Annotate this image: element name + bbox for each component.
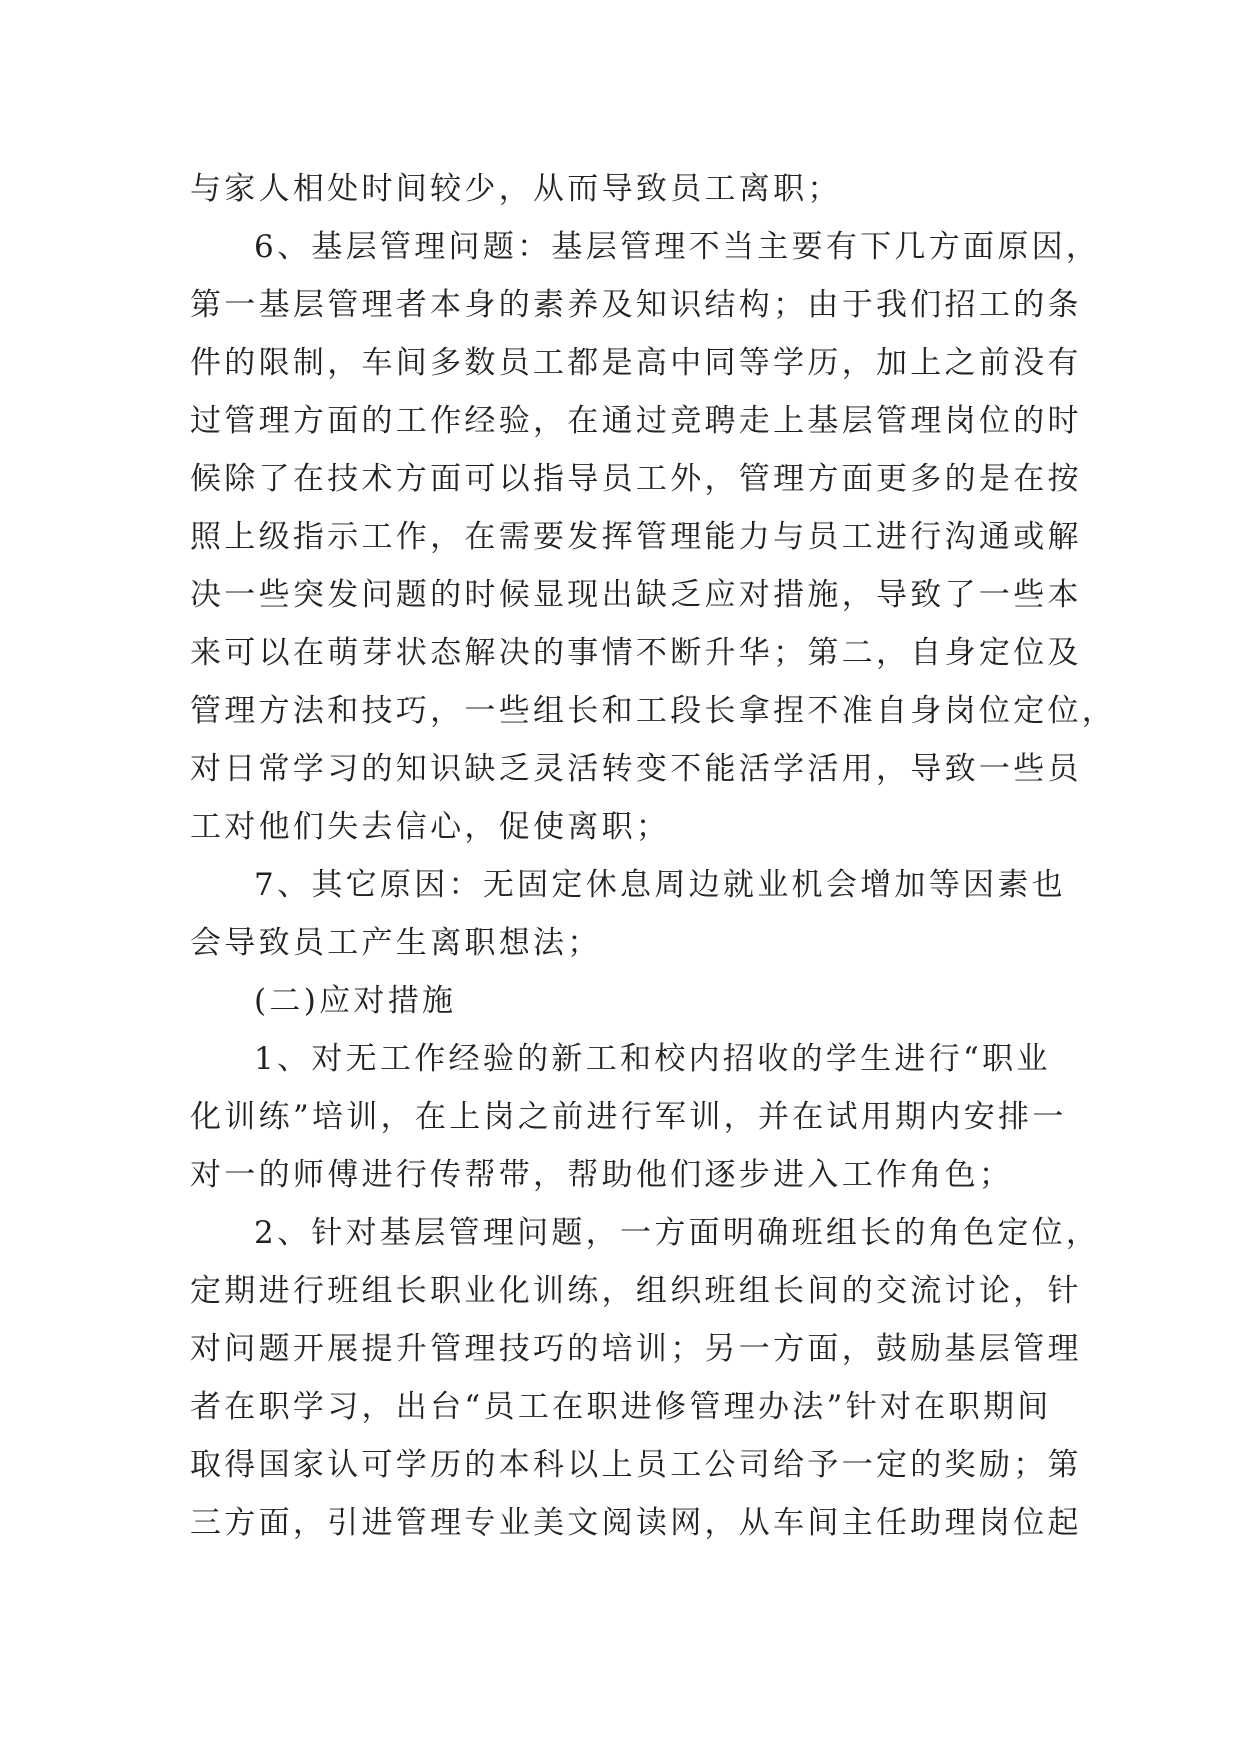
text-line: 者在职学习，出台“员工在职进修管理办法”针对在职期间 xyxy=(190,1389,1052,1425)
text-line: 与家人相处时间较少，从而导致员工离职； xyxy=(190,171,842,207)
text-line: 2、针对基层管理问题，一方面明确班组长的角色定位， xyxy=(254,1215,1101,1251)
text-line: 工对他们失去信心，促使离职； xyxy=(190,809,671,845)
text-line: 决一些突发问题的时候显现出缺乏应对措施，导致了一些本 xyxy=(190,577,1082,613)
text-line: 取得国家认可学历的本科以上员工公司给予一定的奖励；第 xyxy=(190,1447,1082,1483)
text-line: 过管理方面的工作经验，在通过竞聘走上基层管理岗位的时 xyxy=(190,403,1082,439)
text-line: 对日常学习的知识缺乏灵活转变不能活学活用，导致一些员 xyxy=(190,751,1082,787)
text-line: 第一基层管理者本身的素养及知识结构；由于我们招工的条 xyxy=(190,287,1082,323)
text-line: 来可以在萌芽状态解决的事情不断升华；第二，自身定位及 xyxy=(190,635,1082,671)
text-line: 照上级指示工作，在需要发挥管理能力与员工进行沟通或解 xyxy=(190,519,1082,555)
text-line: 三方面，引进管理专业美文阅读网，从车间主任助理岗位起 xyxy=(190,1505,1082,1541)
text-line: 对问题开展提升管理技巧的培训；另一方面，鼓励基层管理 xyxy=(190,1331,1082,1367)
text-line: 管理方法和技巧，一些组长和工段长拿捏不准自身岗位定位， xyxy=(190,693,1117,729)
text-line: 候除了在技术方面可以指导员工外，管理方面更多的是在按 xyxy=(190,461,1082,497)
document-body xyxy=(190,160,1117,1552)
text-line: 定期进行班组长职业化训练，组织班组长间的交流讨论，针 xyxy=(190,1273,1082,1309)
text-line: 会导致员工产生离职想法； xyxy=(190,925,602,961)
text-line: 对一的师傅进行传帮带，帮助他们逐步进入工作角色； xyxy=(190,1157,1014,1193)
text-line: 件的限制，车间多数员工都是高中同等学历，加上之前没有 xyxy=(190,345,1082,381)
text-line: 6、基层管理问题：基层管理不当主要有下几方面原因， xyxy=(254,229,1101,265)
text-line: 化训练”培训，在上岗之前进行军训，并在试用期内安排一 xyxy=(190,1099,1067,1135)
section-heading: (二)应对措施 xyxy=(254,983,457,1019)
text-line: 7、其它原因：无固定休息周边就业机会增加等因素也 xyxy=(254,867,1066,903)
text-line: 1、对无工作经验的新工和校内招收的学生进行“职业 xyxy=(254,1041,1051,1077)
